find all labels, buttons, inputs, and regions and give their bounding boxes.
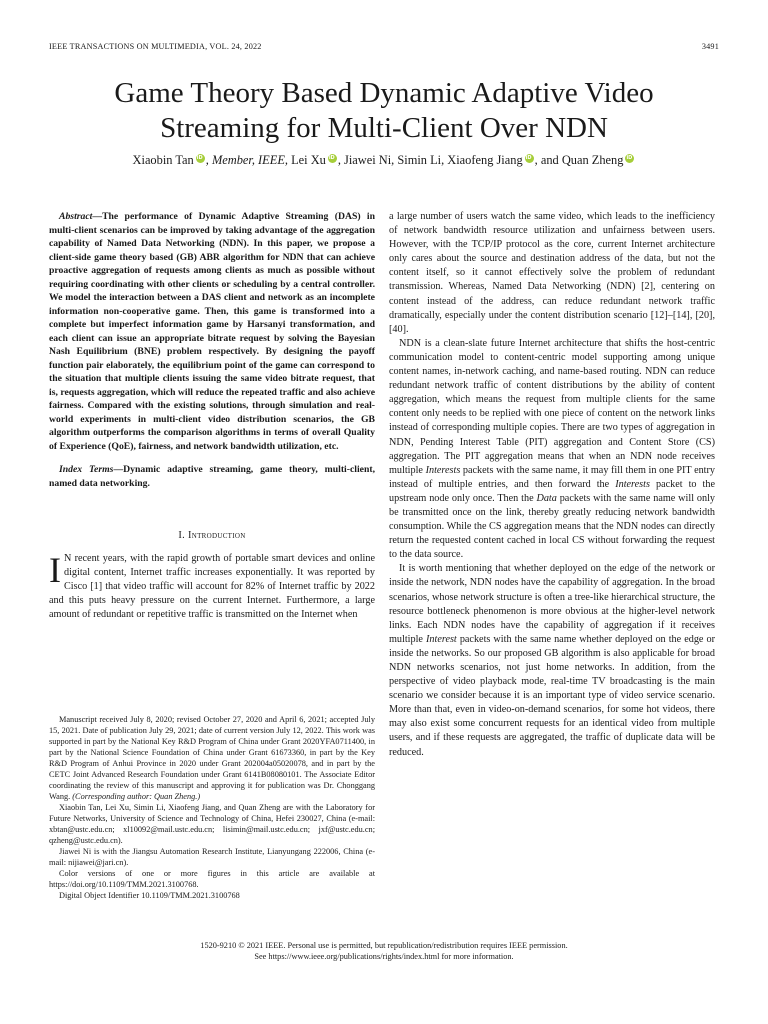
index-terms bbox=[49, 463, 375, 490]
author-name: , Jiawei Ni, Simin Li, Xiaofeng Jiang bbox=[337, 153, 523, 167]
orcid-icon[interactable] bbox=[328, 154, 337, 163]
author-list bbox=[0, 152, 768, 168]
right-column bbox=[389, 210, 715, 760]
section-number: I. bbox=[178, 530, 188, 541]
italic-term: Interests bbox=[425, 464, 461, 476]
footnote-color-versions: Color versions of one or more figures in this article are available at https://doi.org/10.1109/TMM.2021.3100768. bbox=[49, 869, 375, 889]
intro-text: N recent years, with the rapid growth of portable smart devices and online digital content, Internet traffic increases exponentially. It was reported by Cisco [1] that video traffic will account for 82% of Internet traffic by 2022 and this puts heavy pressure on the current Internet. Furthermore, a large amount of redundant or repetitive traffic is transmitted on the Internet when bbox=[49, 553, 375, 621]
footnote-affiliation-2: Jiawei Ni is with the Jiangsu Automation Research Institute, Lianyungang 222006, China (e-mail: nijiawei@jari.cn). bbox=[49, 847, 375, 867]
footnote-affiliation: Xiaobin Tan, Lei Xu, Simin Li, Xiaofeng Jiang, and Quan Zheng are with the Laboratory for Future Networks, University of Science and Technology of China, Hefei 230027, China (e-mail: xbtan@ustc.edu.cn; xl10092@mail.ustc.edu.cn; lisimin@mail.ustc.edu.cn; jxf@ustc.edu.cn; qzheng@ustc.edu.cn). bbox=[49, 803, 375, 845]
abstract-text: —The performance of Dynamic Adaptive Streaming (DAS) in multi-client scenarios can be improved by taking advantage of the aggregation capability of Named Data Networking (NDN). In this paper, we propose a client-side game theory based (GB) ABR algorithm for NDN that can achieve proactive aggregation of requests among clients as much as possible without requiring coordinating with other clients or scheduling by a central controller. We model the interaction between a DAS client and network as an incomplete information non-cooperative game. Then, this game is transformed into a complete but imperfect information game by Harsanyi transformation, and each client can issue an appropriate bitrate request by solving the Bayesian Nash Equilibrium (BNE) problem respectively. By designing the payoff function pair elaborately, the equilibrium point of the game can correspond to the situation that multiple clients issuing the same video bitrate request, that is, requests aggregation, which will reduce the repeated traffic and also achieve fairness. Compared with the existing solutions, through simulation and real-world experiments in multi-client video distribution scenarios, the GB algorithm outperforms the comparison algorithms in terms of overall Quality of Experience (QoE), fairness, and network bandwidth utilization, etc. bbox=[49, 211, 375, 452]
journal-name: IEEE TRANSACTIONS ON MULTIMEDIA, VOL. 24, 2022 bbox=[49, 42, 262, 51]
paper-title bbox=[0, 76, 768, 146]
orcid-icon[interactable] bbox=[525, 154, 534, 163]
author-name: Xiaobin Tan bbox=[132, 153, 194, 167]
text-run: It is worth mentioning that whether deployed on the edge of the network or inside the network, NDN nodes have the capability of aggregation. In the broad scenarios, whose network structure is often a tree-like hierarchical structure, the resource bottleneck phenomenon is more obvious at the higher-level network links. Each NDN nodes have the capability of aggregation if it receives multiple bbox=[389, 563, 715, 645]
running-header bbox=[49, 42, 719, 56]
abstract bbox=[49, 210, 375, 453]
index-terms-label: Index Terms bbox=[59, 464, 114, 475]
title-line-2: Streaming for Multi-Client Over NDN bbox=[160, 112, 608, 144]
footnote-doi: Digital Object Identifier 10.1109/TMM.2021.3100768 bbox=[59, 891, 240, 900]
text-run: packet to the upstream node only once. Then the bbox=[389, 478, 715, 504]
title-line-1: Game Theory Based Dynamic Adaptive Video bbox=[114, 77, 654, 109]
text-run: packets with the same name whether deployed on the edge or inside the networks. So our proposed GB algorithm is also applicable for broad NDN networks scenarios, not just home networks. In addition, from the perspective of video playback mode, real-time TV broadcasting is the main scenario we consider because it is an important type of video service scenario. More than that, even in video-on-demand scenarios, for some hot videos, there may also exist some concurrent requests for an identical video from multiple users, and if these requests are aggregated, the traffic of duplicate data will be reduced. bbox=[389, 633, 715, 758]
footnote-text: Manuscript received July 8, 2020; revised October 27, 2020 and April 6, 2021; accepted July 15, 2021. Date of publication July 29, 2021; date of current version July 12, 2022. This work was supported in part by the National Key R&D Program of China under Grant 2020YFA0711400, in part by the National Science Foundation of China under Grant 61673360, in part by the Key R&D Program of Anhui Province in 2020 under Grant 202004a05020078, and in part by the CETC Joint Advanced Research Foundation under Grant 6141B08080101. The Associate Editor coordinating the review of this manuscript and approving it for publication was Dr. Chonggang Wang. bbox=[49, 715, 375, 801]
intro-paragraph bbox=[49, 552, 375, 622]
body-paragraph bbox=[389, 337, 715, 563]
text-run: packets with the same name, it may fill them in one PIT entry instead of multiple entries, and then forward the bbox=[389, 464, 715, 490]
text-run: NDN is a clean-slate future Internet architecture that shifts the host-centric communication model to content-centric model supporting among unique content names, in-network caching, and name-based routing. NDN can reduce redundant network traffic of content distributions by the ability of content aggregation, which means the request from multiple clients for the same content only needs to be replied with one piece of content on the network links instead of corresponding multiple copies. There are two types of aggregation in NDN, Pending Interest Table (PIT) aggregation and Content Store (CS) aggregation. The PIT aggregation means that when an NDN node receives multiple bbox=[389, 337, 715, 476]
abstract-label: Abstract bbox=[59, 211, 93, 222]
section-title: Introduction bbox=[187, 530, 246, 541]
author-name: Lei Xu bbox=[287, 153, 326, 167]
text-run: packets with the same name will only be transmitted once on the link, thereby greatly reducing network bandwidth consumption. While the CS aggregation means that the NDN nodes can directly return the requested content cached in local CS without forwarding the request to the data source. bbox=[389, 492, 716, 561]
footnote-manuscript bbox=[49, 714, 375, 802]
rights-link-line: See https://www.ieee.org/publications/rights/index.html for more information. bbox=[254, 952, 514, 961]
italic-term: Data bbox=[536, 492, 557, 504]
left-column bbox=[49, 210, 375, 623]
footnotes bbox=[49, 714, 375, 901]
corresponding-author: (Corresponding author: Quan Zheng.) bbox=[72, 792, 201, 801]
copyright-line: 1520-9210 © 2021 IEEE. Personal use is permitted, but republication/redistribution requires IEEE permission. bbox=[200, 941, 568, 950]
index-terms-text: —Dynamic adaptive streaming, game theory, multi-client, named data networking. bbox=[49, 464, 375, 489]
orcid-icon[interactable] bbox=[625, 154, 634, 163]
section-heading bbox=[49, 529, 375, 543]
body-paragraph bbox=[389, 562, 715, 759]
copyright-footer bbox=[0, 940, 768, 962]
orcid-icon[interactable] bbox=[196, 154, 205, 163]
italic-term: Interest bbox=[426, 633, 457, 645]
italic-term: Interests bbox=[615, 478, 650, 490]
page-number: 3491 bbox=[701, 42, 719, 51]
drop-cap: I bbox=[49, 550, 61, 591]
author-name: , and Quan Zheng bbox=[534, 153, 624, 167]
body-paragraph: a large number of users watch the same video, which leads to the inefficiency of network bandwidth resource utilization and unfairness between users. However, with the TCP/IP protocol as the core, current Internet architecture only cares about the source and destination address of the data, but not the content itself, so it cannot effectively solve the problem of redundant transmission. Whereas, Named Data Networking (NDN) [2], centering on content instead of the address, can reduce redundant network traffic dramatically, especially under the content distribution scenario [12]–[14], [20], [40]. bbox=[389, 211, 715, 335]
author-membership: , Member, IEEE, bbox=[205, 153, 288, 167]
